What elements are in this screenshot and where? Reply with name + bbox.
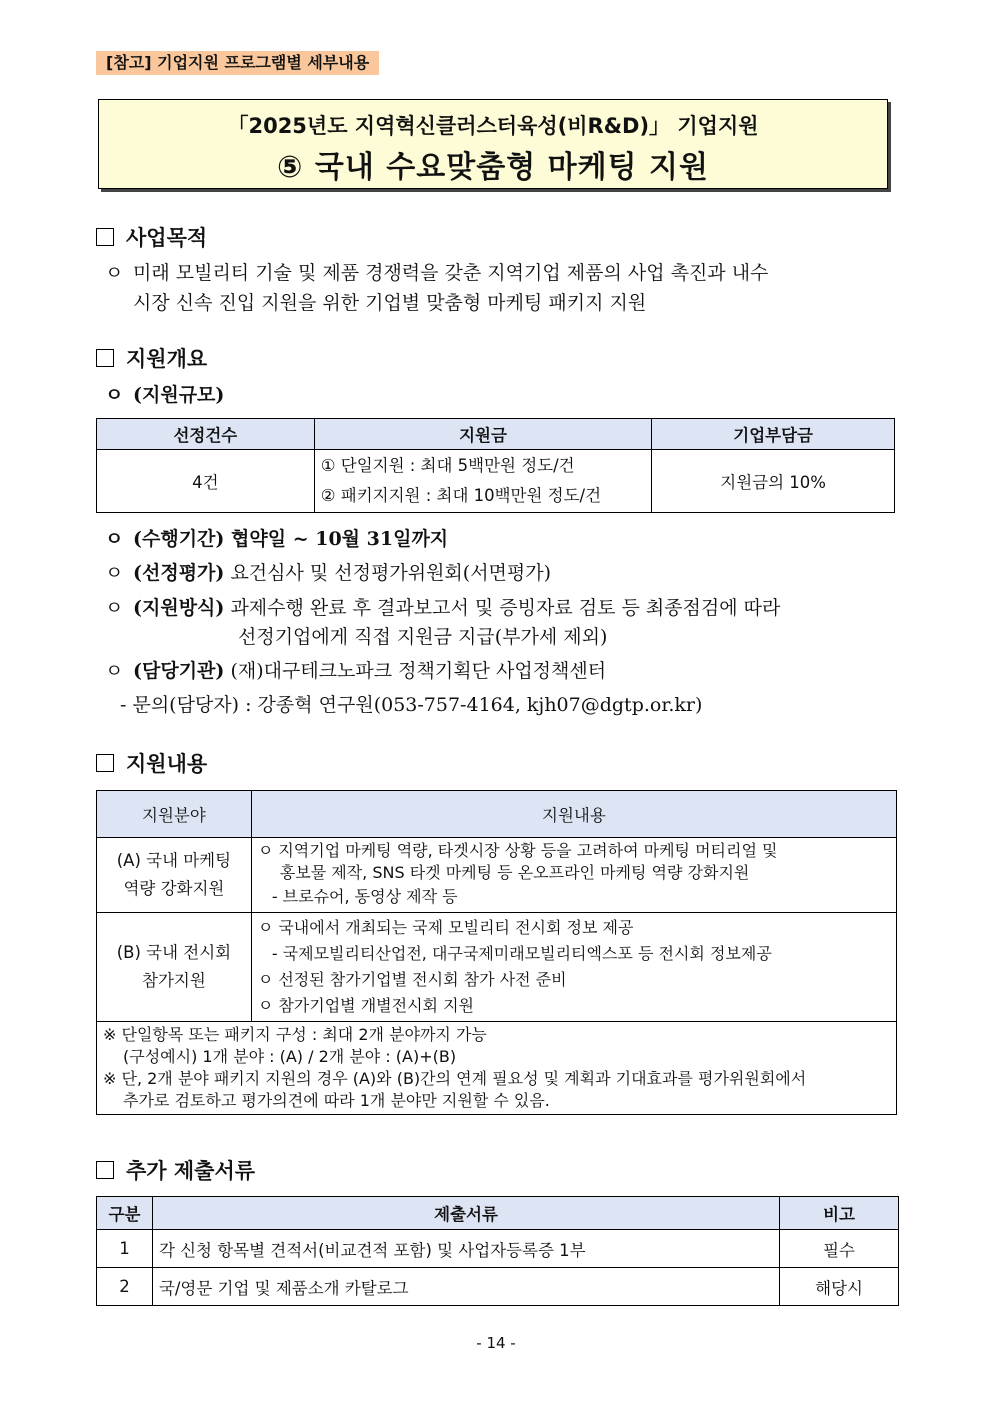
document-note: 해당시	[780, 1268, 899, 1306]
section-purpose-header: 사업목적	[96, 222, 207, 252]
grant-single: ① 단일지원 : 최대 5백만원 정도/건	[320, 456, 575, 475]
bullet-circle-icon: ㅇ	[105, 528, 124, 550]
scale-label: ㅇ (지원규모)	[105, 380, 224, 410]
support-content-table	[96, 790, 897, 1115]
checkbox-square-icon	[96, 754, 114, 772]
table-header: 구분	[97, 1197, 153, 1230]
table-header: 선정건수	[97, 419, 315, 450]
table-header: 지원분야	[97, 791, 252, 838]
checkbox-square-icon	[96, 349, 114, 367]
document-name: 국/영문 기업 및 제품소개 카탈로그	[152, 1268, 779, 1306]
purpose-line-2: 시장 신속 진입 지원을 위한 기업별 맞춤형 마케팅 패키지 지원	[133, 292, 647, 314]
table-header: 지원내용	[251, 791, 896, 838]
bullet-circle-icon: ㅇ	[105, 660, 124, 682]
method-line-1: ㅇ (지원방식) 과제수행 완료 후 결과보고서 및 증빙자료 검토 등 최종점검에 따라	[105, 593, 780, 623]
section-overview-header: 지원개요	[96, 343, 207, 373]
content-notes: ※ 단일항목 또는 패키지 구성 : 최대 2개 분야까지 가능 (구성예시) 1개 분야 : (A) / 2개 분야 : (A)+(B) ※ 단, 2개 분야 패키지 지원의 경우 (A)와 (B)간의 연계 필요성 및 계획과 기대효과를 평가위원회에서 추가로 검토하고 평가의견에 따라 1개 분야만 지원할 수 있음.	[97, 1022, 897, 1115]
title-box	[98, 99, 888, 189]
checkbox-square-icon	[96, 1161, 114, 1179]
method-line-2: 선정기업에게 직접 지원금 지급(부가세 제외)	[238, 626, 608, 648]
checkbox-square-icon	[96, 228, 114, 246]
contact-line: - 문의(담당자) : 강종혁 연구원(053-757-4164, kjh07@dgtp.or.kr)	[120, 694, 703, 716]
table-header: 지원금	[314, 419, 652, 450]
title-line-2: ⑤ 국내 수요맞춤형 마케팅 지원	[277, 150, 709, 185]
bullet-circle-icon: ㅇ	[105, 562, 124, 584]
evaluation-line: ㅇ (선정평가) 요건심사 및 선정평가위원회(서면평가)	[105, 558, 551, 588]
company-burden: 지원금의 10%	[652, 450, 895, 513]
page-number: - 14 -	[476, 1334, 516, 1352]
reference-tag: [참고] 기업지원 프로그램별 세부내용	[96, 51, 379, 75]
table-header: 제출서류	[152, 1197, 779, 1230]
row-number: 1	[97, 1230, 153, 1268]
grant-amount	[314, 450, 652, 513]
grant-package: ② 패키지지원 : 최대 10백만원 정도/건	[320, 486, 602, 505]
section-content-header: 지원내용	[96, 748, 207, 778]
document-note: 필수	[780, 1230, 899, 1268]
title-line-1: 「2025년도 지역혁신클러스터육성(비R&D)」 기업지원	[227, 114, 759, 138]
table-row	[97, 1268, 899, 1306]
table-row	[97, 1230, 899, 1268]
period-line: ㅇ (수행기간) 협약일 ~ 10월 31일까지	[105, 524, 448, 554]
content-a: ㅇ 지역기업 마케팅 역량, 타겟시장 상황 등을 고려하여 마케팅 머티리얼 및 홍보물 제작, SNS 타겟 마케팅 등 온오프라인 마케팅 역량 강화지원 - 브로슈어, 동영상 제작 등	[251, 838, 896, 913]
agency-line: ㅇ (담당기관) (재)대구테크노파크 정책기획단 사업정책센터	[105, 656, 606, 686]
content-b: ㅇ 국내에서 개최되는 국제 모빌리티 전시회 정보 제공 - 국제모빌리티산업전, 대구국제미래모빌리티엑스포 등 전시회 정보제공 ㅇ 선정된 참가기업별 전시회 참가 사전 준비 ㅇ 참가기업별 개별전시회 지원	[251, 913, 896, 1022]
section-docs-header: 추가 제출서류	[96, 1155, 255, 1185]
bullet-circle-icon: ㅇ	[105, 597, 124, 619]
purpose-line-1: ㅇ 미래 모빌리티 기술 및 제품 경쟁력을 갖춘 지역기업 제품의 사업 촉진과 내수	[105, 258, 768, 288]
bullet-circle-icon: ㅇ	[105, 262, 124, 284]
table-header: 비고	[780, 1197, 899, 1230]
support-scale-table	[96, 418, 895, 513]
row-number: 2	[97, 1268, 153, 1306]
document-name: 각 신청 항목별 견적서(비교견적 포함) 및 사업자등록증 1부	[152, 1230, 779, 1268]
bullet-circle-icon: ㅇ	[105, 384, 124, 406]
selection-count: 4건	[97, 450, 315, 513]
table-header: 기업부담금	[652, 419, 895, 450]
category-a: (A) 국내 마케팅 역량 강화지원	[97, 838, 252, 913]
documents-table	[96, 1196, 899, 1306]
category-b: (B) 국내 전시회 참가지원	[97, 913, 252, 1022]
